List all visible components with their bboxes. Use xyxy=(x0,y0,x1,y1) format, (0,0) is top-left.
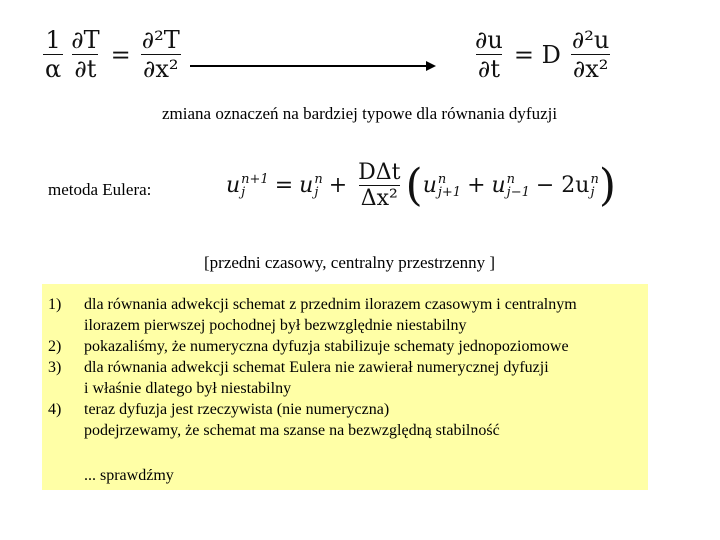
euler-term-minus-two: − 2u n j xyxy=(535,171,599,200)
list-number-2: 2) xyxy=(48,338,62,355)
right-arrow-icon xyxy=(188,58,438,74)
list-number-1: 1) xyxy=(48,296,62,313)
heat-eq-time-derivative xyxy=(69,26,101,83)
heat-eq-equals: = xyxy=(110,40,131,69)
euler-coef-num: DΔt xyxy=(358,160,401,185)
diffusion-eq-dt: ∂t xyxy=(477,55,500,83)
list-number-4: 4) xyxy=(48,401,62,418)
euler-equals: = xyxy=(274,173,294,198)
notation-change-caption: zmiana oznaczeń na bardziej typowe dla równania dyfuzji xyxy=(162,104,558,123)
heat-eq-d2T: ∂²T xyxy=(141,26,180,54)
euler-term-jplus1: u n j+1 xyxy=(422,171,462,200)
euler-coef-den: Δx² xyxy=(360,186,398,211)
diffusion-eq-d2u: ∂²u xyxy=(571,26,610,54)
list-item: pokazaliśmy, że numeryczna dyfuzja stabilizuje schematy jednopoziomowe xyxy=(84,338,569,355)
euler-right-paren: ) xyxy=(598,159,617,211)
euler-u-new: u n+1 j xyxy=(226,171,269,200)
list-item: ilorazem pierwszej pochodnej był bezwzględnie niestabilny xyxy=(84,317,467,334)
list-item: dla równania adwekcji schemat Eulera nie zawierał numerycznej dyfuzji xyxy=(84,359,549,376)
euler-left-paren: ( xyxy=(405,159,423,211)
diffusion-eq-du: ∂u xyxy=(475,26,503,54)
closing-note: ... sprawdźmy xyxy=(84,467,174,484)
diffusion-equation xyxy=(470,26,614,83)
heat-eq-dT: ∂T xyxy=(71,26,100,54)
diffusion-eq-equals-D: = D xyxy=(513,40,561,69)
heat-eq-coefficient xyxy=(43,26,63,83)
diffusion-eq-time-derivative xyxy=(473,26,505,83)
list-item: podejrzewamy, że schemat ma szanse na bezwzględną stabilność xyxy=(84,422,500,439)
list-item: i właśnie dlatego był niestabilny xyxy=(84,380,292,397)
euler-u-old: u n j xyxy=(299,171,323,200)
euler-plus: + xyxy=(328,173,348,198)
euler-plus-2: + xyxy=(467,173,486,198)
heat-eq-dt: ∂t xyxy=(74,55,97,83)
heat-eq-coef-num: 1 xyxy=(45,26,61,54)
euler-term-jminus1: u n j−1 xyxy=(491,171,530,200)
euler-scheme-equation xyxy=(226,160,616,211)
heat-eq-space-derivative xyxy=(140,26,182,83)
euler-method-label: metoda Eulera: xyxy=(48,180,152,199)
diffusion-eq-space-derivative xyxy=(570,26,612,83)
euler-coefficient xyxy=(356,160,402,211)
heat-eq-dx2: ∂x² xyxy=(142,55,179,83)
list-item: dla równania adwekcji schemat z przednim ilorazem czasowym i centralnym xyxy=(84,296,577,313)
list-number-3: 3) xyxy=(48,359,62,376)
list-item: teraz dyfuzja jest rzeczywista (nie numeryczna) xyxy=(84,401,390,418)
heat-equation xyxy=(40,26,185,83)
heat-eq-coef-den: α xyxy=(45,55,62,83)
scheme-type-caption: [przedni czasowy, centralny przestrzenny ] xyxy=(204,253,496,272)
diffusion-eq-dx2: ∂x² xyxy=(572,55,609,83)
